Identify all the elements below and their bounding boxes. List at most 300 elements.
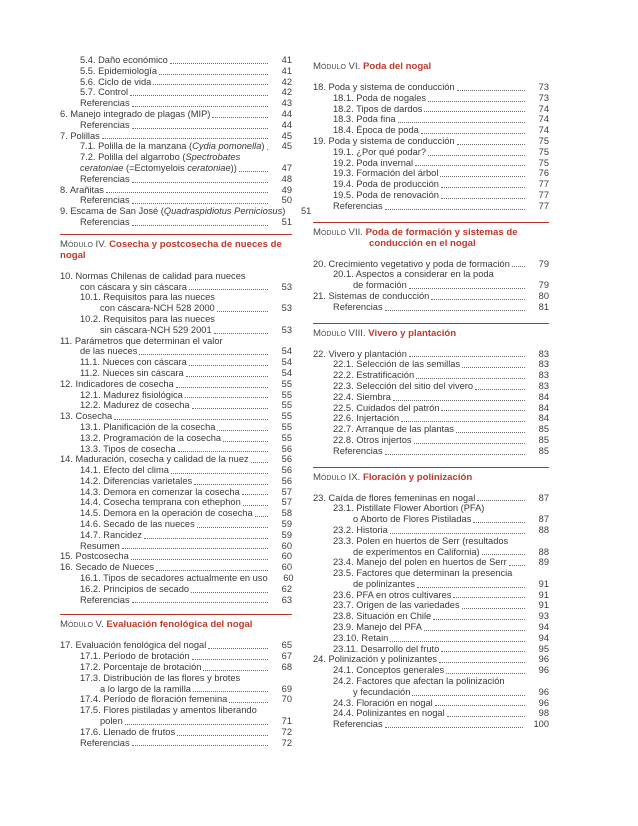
toc-entry-title: Referencias xyxy=(333,301,383,312)
leader-dots xyxy=(385,300,525,311)
module-number: Módulo VI. xyxy=(313,61,361,72)
toc-entry-page: 75 xyxy=(538,146,549,157)
toc-entry-title: 19.5. Poda de renovación xyxy=(333,189,439,200)
toc-entry-title: 10.2. Requisitos para las nueces xyxy=(80,313,215,324)
toc-entry-title: 23.7. Origen de las variedades xyxy=(333,600,460,611)
leader-dots xyxy=(156,560,268,571)
leader-dots xyxy=(433,609,525,620)
toc-entry xyxy=(60,738,292,749)
toc-section-group xyxy=(313,82,549,212)
toc-entry-page: 91 xyxy=(538,578,549,589)
toc-entry-page: 96 xyxy=(538,665,549,676)
toc-entry-title: 10.1. Requisitos para las nueces xyxy=(80,292,215,303)
toc-entry-title: 23.9. Manejo del PFA xyxy=(333,622,422,633)
toc-entry-title: 23.6. PFA en otros cultivares xyxy=(333,589,452,600)
module-heading xyxy=(313,59,549,72)
toc-entry-page: 91 xyxy=(538,589,549,600)
leader-dots xyxy=(255,506,268,517)
leader-dots xyxy=(212,107,268,118)
leader-dots xyxy=(267,139,268,150)
toc-entry-page: 58 xyxy=(281,508,292,519)
toc-entry-title: 24.4. Polinizantes en nogal xyxy=(333,708,445,719)
toc-entry-title: 24.3. Floración en nogal xyxy=(333,697,433,708)
leader-dots xyxy=(486,502,525,512)
leader-dots xyxy=(414,433,525,444)
toc-entry-page: 96 xyxy=(538,697,549,708)
leader-dots xyxy=(132,735,268,746)
leader-dots xyxy=(441,400,525,411)
toc-entry-page: 47 xyxy=(281,162,292,173)
toc-entry-title: 12.1. Madurez fisiológica xyxy=(80,389,183,400)
toc-entry-page: 41 xyxy=(281,55,292,65)
leader-dots xyxy=(456,422,525,433)
toc-entry-page: 55 xyxy=(281,411,292,422)
toc-entry-page: 98 xyxy=(538,708,549,719)
leader-dots xyxy=(431,289,525,300)
leader-dots xyxy=(192,649,268,660)
toc-entry-page: 69 xyxy=(281,683,292,694)
toc-entry-title: Referencias xyxy=(80,195,130,206)
toc-entry-page: 67 xyxy=(281,651,292,662)
toc-entry-title: a lo largo de la ramilla xyxy=(100,683,191,694)
toc-entry-page: 75 xyxy=(538,157,549,168)
toc-entry-title: 22.5. Cuidados del patrón xyxy=(333,402,440,413)
toc-entry-title: 19.2. Poda invernal xyxy=(333,157,414,168)
toc-entry-title: 23.11. Desarrollo del fruto xyxy=(333,643,440,654)
toc-entry-title: 7. Polillas xyxy=(60,130,100,141)
leader-dots xyxy=(139,344,268,355)
toc-left-column xyxy=(60,55,312,748)
module-heading xyxy=(60,234,292,261)
toc-entry-title: de las nueces xyxy=(80,346,138,357)
module-heading xyxy=(313,323,549,339)
toc-entry-page: 93 xyxy=(538,611,549,622)
toc-entry-page: 45 xyxy=(281,141,292,152)
module-title-continued: conducción en el nogal xyxy=(369,237,476,249)
toc-entry-title: 22.7. Arranque de las plantas xyxy=(333,424,454,435)
toc-entry-title: de formación xyxy=(353,280,407,291)
leader-dots xyxy=(122,538,268,549)
toc-entry-page: 51 xyxy=(300,206,312,217)
toc-entry-page: 72 xyxy=(281,726,292,737)
toc-entry xyxy=(313,201,549,212)
toc-entry-page: 51 xyxy=(281,216,292,227)
toc-section-group xyxy=(313,493,549,731)
leader-dots xyxy=(102,128,268,139)
toc-entry-page: 42 xyxy=(281,87,292,98)
toc-entry-title: 16.2. Principios de secado xyxy=(80,583,190,594)
toc-entry-page: 50 xyxy=(281,195,292,206)
toc-entry-title: 22.2. Estratificación xyxy=(333,370,415,381)
leader-dots xyxy=(170,53,268,64)
toc-entry-page: 53 xyxy=(281,303,292,314)
toc-entry-title: 11. Parámetros que determinan el valor xyxy=(60,335,223,346)
module-title: Cosecha y postcosecha de nueces de nogal xyxy=(60,238,282,261)
toc-entry-page: 55 xyxy=(281,378,292,389)
toc-section-group xyxy=(313,259,549,313)
toc-entry-title: 22.3. Selección del sitio del vivero xyxy=(333,380,474,391)
toc-entry-title: 16.1. Tipos de secadores actualmente en uso xyxy=(80,573,268,584)
toc-entry-title: 23.3. Polen en huertos de Serr (resultados xyxy=(333,535,509,546)
leader-dots xyxy=(440,166,525,177)
toc-entry-title: 7.1. Polilla de la manzana (Cydia pomonella) xyxy=(80,141,265,152)
toc-entry-page: 53 xyxy=(281,324,292,335)
leader-dots xyxy=(229,692,268,703)
leader-dots xyxy=(409,346,525,357)
toc-entry-page: 87 xyxy=(538,492,549,503)
leader-dots xyxy=(217,420,268,431)
toc-entry-page: 88 xyxy=(538,546,549,557)
toc-entry-page: 56 xyxy=(281,454,292,465)
toc-entry-page: 60 xyxy=(283,573,294,584)
toc-entry-title: 17.3. Distribución de las flores y brotes xyxy=(80,672,241,683)
leader-dots xyxy=(177,725,268,736)
toc-section-group xyxy=(60,55,312,228)
toc-entry-page: 55 xyxy=(281,400,292,411)
toc-entry-page: 41 xyxy=(281,65,292,76)
toc-entry-title: 14.3. Demora en comenzar la cosecha xyxy=(80,486,240,497)
leader-dots xyxy=(178,441,268,452)
leader-dots xyxy=(462,357,525,368)
leader-dots xyxy=(446,663,525,674)
module-number: Módulo V. xyxy=(60,619,104,631)
toc-entry-title: 14.5. Demora en la operación de cosecha xyxy=(80,508,253,519)
toc-entry-page: 94 xyxy=(538,632,549,643)
toc-entry-page: 77 xyxy=(538,179,549,190)
toc-entry-title: 14.4. Cosecha temprana con ethephon xyxy=(80,497,241,508)
leader-dots xyxy=(421,123,525,134)
leader-dots xyxy=(125,714,268,725)
toc-entry-title: 13. Cosecha xyxy=(60,411,113,422)
module-title: Poda de formación y sistemas de xyxy=(365,226,518,238)
toc-entry-title: Referencias xyxy=(333,200,383,211)
toc-entry-title: 22.8. Otros injertos xyxy=(333,434,412,445)
toc-entry-page: 44 xyxy=(281,108,292,119)
leader-dots xyxy=(192,398,268,409)
toc-entry xyxy=(60,195,292,206)
toc-section-group xyxy=(313,349,549,457)
toc-entry-title: 24.2. Factores que afectan la polinización xyxy=(333,676,505,687)
toc-entry-page: 84 xyxy=(538,413,549,424)
toc-section-group xyxy=(60,640,292,748)
toc-entry-page: 62 xyxy=(281,583,292,594)
toc-entry-page: 85 xyxy=(538,424,549,435)
toc-entry-title: 23. Caída de flores femeninas en nogal xyxy=(313,492,476,503)
leader-dots xyxy=(223,431,268,442)
toc-entry-title: 19. Poda y sistema de conducción xyxy=(313,135,455,146)
leader-dots xyxy=(186,366,268,377)
toc-entry xyxy=(60,217,292,228)
leader-dots xyxy=(393,390,525,401)
module-title: Evaluación fenológica del nogal xyxy=(106,619,253,631)
leader-dots xyxy=(132,193,268,204)
toc-entry-page: 42 xyxy=(281,76,292,87)
toc-entry-title: 23.10. Retain xyxy=(333,632,389,643)
leader-dots xyxy=(225,334,268,344)
leader-dots xyxy=(159,64,268,75)
leader-dots xyxy=(510,535,525,545)
leader-dots xyxy=(385,444,525,455)
toc-entry-title: Referencias xyxy=(333,719,383,730)
leader-dots xyxy=(447,706,525,717)
toc-entry-page: 88 xyxy=(538,524,549,535)
leader-dots xyxy=(214,323,268,334)
toc-entry-page: 81 xyxy=(538,301,549,312)
module-title: Vivero y plantación xyxy=(368,327,457,339)
toc-entry-title: 13.3. Tipos de cosecha xyxy=(80,443,176,454)
toc-entry-page: 57 xyxy=(281,497,292,508)
toc-entry-page: 74 xyxy=(538,114,549,125)
leader-dots xyxy=(242,151,268,161)
toc-entry-title: de experimentos en California) xyxy=(353,546,480,557)
toc-entry-title: Referencias xyxy=(80,594,130,605)
toc-entry xyxy=(313,302,549,313)
leader-dots xyxy=(189,355,268,366)
toc-entry-page: 75 xyxy=(538,135,549,146)
toc-entry-title: 19.3. Formación del árbol xyxy=(333,168,439,179)
toc-entry-title: 15. Postcosecha xyxy=(60,551,129,562)
toc-entry-page: 100 xyxy=(533,719,549,730)
toc-entry-title: 17.5. Flores pistiladas y amentos liberando xyxy=(80,705,257,716)
toc-entry-title: Referencias xyxy=(80,119,130,130)
leader-dots xyxy=(439,652,525,663)
leader-dots xyxy=(217,313,268,323)
toc-entry-page: 55 xyxy=(281,421,292,432)
toc-entry-title: o Aborto de Flores Pistiladas xyxy=(353,514,472,525)
leader-dots xyxy=(189,279,268,290)
toc-entry-page: 77 xyxy=(538,200,549,211)
leader-dots xyxy=(401,411,525,422)
toc-entry-title: 17.4. Período de floración femenina xyxy=(80,694,228,705)
toc-entry-title: ceratoniae (=Ectomyelois ceratoniae)) xyxy=(80,162,237,173)
toc-entry-page: 85 xyxy=(538,445,549,456)
toc-entry-page: 57 xyxy=(281,486,292,497)
leader-dots xyxy=(171,463,268,474)
toc-entry-title: 18. Poda y sistema de conducción xyxy=(313,82,455,92)
toc-entry-page: 54 xyxy=(281,367,292,378)
toc-entry-page: 85 xyxy=(538,434,549,445)
leader-dots xyxy=(243,495,268,506)
leader-dots xyxy=(482,544,525,555)
toc-entry-title: 14.7. Rancidez xyxy=(80,529,143,540)
toc-entry-title: 19.1. ¿Por qué podar? xyxy=(333,146,427,157)
toc-entry-page: 56 xyxy=(281,443,292,454)
leader-dots xyxy=(477,490,525,501)
toc-entry-title: 23.5. Factores que determinan la presencia xyxy=(333,568,513,579)
toc-entry-page: 44 xyxy=(281,119,292,130)
leader-dots xyxy=(176,377,268,388)
toc-right-column xyxy=(313,55,549,730)
leader-dots xyxy=(144,528,268,539)
toc-entry-page: 55 xyxy=(281,432,292,443)
leader-dots xyxy=(428,145,525,156)
module-number: Módulo IV. xyxy=(60,238,107,250)
toc-entry-title: 13.2. Programación de la cosecha xyxy=(80,432,222,443)
toc-entry-title: 18.1. Poda de nogales xyxy=(333,92,427,103)
leader-dots xyxy=(424,101,525,112)
toc-entry-title: 7.2. Polilla del algarrobo (Spectrobates xyxy=(80,152,241,163)
leader-dots xyxy=(398,112,525,123)
leader-dots xyxy=(441,188,525,199)
toc-entry-page: 48 xyxy=(281,173,292,184)
toc-entry-title: 23.8. Situación en Chile xyxy=(333,611,432,622)
toc-entry-page: 91 xyxy=(538,600,549,611)
toc-entry-title: 5.4. Daño económico xyxy=(80,55,168,65)
toc-entry xyxy=(60,694,292,705)
toc-entry-page: 49 xyxy=(281,184,292,195)
toc-entry-title: 9. Escama de San José (Quadraspidiotus Perniciosus) xyxy=(60,206,286,217)
toc-entry-page: 56 xyxy=(281,475,292,486)
toc-entry-title: Resumen xyxy=(80,540,120,551)
leader-dots xyxy=(390,523,525,534)
leader-dots xyxy=(106,182,268,193)
toc-entry-page: 59 xyxy=(281,529,292,540)
toc-entry-title: 22.1. Selección de las semillas xyxy=(333,359,461,370)
toc-entry-title: 19.4. Poda de producción xyxy=(333,179,439,190)
leader-dots xyxy=(132,592,268,603)
toc-entry-page: 60 xyxy=(281,562,292,573)
toc-entry-page: 74 xyxy=(538,125,549,136)
toc-entry-title: 18.3. Poda fina xyxy=(333,114,396,125)
module-number: Módulo IX. xyxy=(313,471,361,483)
toc-entry-title: 5.6. Ciclo de vida xyxy=(80,76,152,87)
toc-entry-page: 79 xyxy=(538,280,549,291)
toc-entry-page: 96 xyxy=(538,654,549,665)
leader-dots xyxy=(453,587,525,598)
toc-entry-title: 17.1. Período de brotación xyxy=(80,651,190,662)
leader-dots xyxy=(114,409,268,420)
leader-dots xyxy=(132,96,268,107)
leader-dots xyxy=(475,379,525,390)
leader-dots xyxy=(424,620,525,631)
toc-entry-title: 12.2. Madurez de cosecha xyxy=(80,400,190,411)
toc-entry-title: 20. Crecimiento vegetativo y poda de formación xyxy=(313,258,510,269)
toc-entry-page: 95 xyxy=(538,643,549,654)
toc-entry-title: polen xyxy=(100,716,123,727)
toc-entry-page: 89 xyxy=(538,557,549,568)
leader-dots xyxy=(435,695,525,706)
toc-entry-page: 76 xyxy=(538,168,549,179)
leader-dots xyxy=(390,631,525,642)
leader-dots xyxy=(131,549,268,560)
toc-entry-title: 10. Normas Chilenas de calidad para nueces xyxy=(60,270,246,281)
toc-section-group xyxy=(60,271,292,606)
toc-entry-title: Referencias xyxy=(80,737,130,748)
leader-dots xyxy=(194,474,268,485)
leader-dots xyxy=(473,512,525,523)
leader-dots xyxy=(217,291,268,301)
toc-entry-title: 17.2. Porcentaje de brotación xyxy=(80,662,202,673)
toc-entry-page: 55 xyxy=(281,389,292,400)
toc-entry-page: 77 xyxy=(538,189,549,200)
toc-entry-title: 14. Maduración, cosecha y calidad de la nuez xyxy=(60,454,249,465)
leader-dots xyxy=(239,161,268,172)
toc-entry-title: 20.1. Aspectos a considerar en la poda xyxy=(333,269,494,280)
toc-entry-title: 23.2. Historia xyxy=(333,524,388,535)
leader-dots xyxy=(409,278,525,289)
toc-entry-page: 83 xyxy=(538,359,549,370)
leader-dots xyxy=(512,256,525,267)
toc-entry-title: Referencias xyxy=(80,98,130,109)
leader-dots xyxy=(197,517,268,528)
toc-entry-page: 43 xyxy=(281,98,292,109)
module-heading xyxy=(60,614,292,630)
leader-dots xyxy=(191,582,268,593)
toc-entry-page: 54 xyxy=(281,346,292,357)
toc-entry xyxy=(60,131,292,142)
leader-dots xyxy=(242,672,268,682)
toc-entry-title: 16. Secado de Nueces xyxy=(60,562,155,573)
module-title: Poda del nogal xyxy=(362,61,432,72)
toc-entry-title: 18.2. Tipos de dardos xyxy=(333,103,423,114)
toc-entry-page: 56 xyxy=(281,465,292,476)
toc-entry-page: 68 xyxy=(281,662,292,673)
toc-entry-title: 11.2. Nueces sin cáscara xyxy=(80,367,184,378)
toc-entry xyxy=(60,595,292,606)
toc-entry-title: 11.1. Nueces con cáscara xyxy=(80,357,187,368)
toc-entry-title: 17.6. Llenado de frutos xyxy=(80,726,176,737)
leader-dots xyxy=(441,177,525,188)
toc-entry xyxy=(313,719,549,730)
module-heading xyxy=(313,467,549,483)
leader-dots xyxy=(509,555,525,566)
toc-entry-title: 5.5. Epidemiología xyxy=(80,65,158,76)
toc-entry-page: 83 xyxy=(538,348,549,359)
toc-entry-page: 65 xyxy=(281,640,292,651)
leader-dots xyxy=(132,118,268,129)
leader-dots xyxy=(203,660,268,671)
toc-entry-page: 80 xyxy=(538,290,549,301)
leader-dots xyxy=(428,91,525,102)
toc-entry-page: 83 xyxy=(538,370,549,381)
leader-dots xyxy=(193,681,268,692)
toc-entry-title: 12. Indicadores de cosecha xyxy=(60,378,174,389)
toc-entry-title: y fecundación xyxy=(353,686,411,697)
leader-dots xyxy=(132,172,268,183)
toc-entry-title: 14.1. Efecto del clima xyxy=(80,465,169,476)
leader-dots xyxy=(153,74,268,85)
toc-entry-title: sin cáscara-NCH 529 2001 xyxy=(100,324,212,335)
toc-entry-page: 74 xyxy=(538,103,549,114)
toc-entry-title: 6. Manejo integrado de plagas (MIP) xyxy=(60,108,211,119)
toc-entry xyxy=(60,562,292,573)
leader-dots xyxy=(441,641,525,652)
toc-entry-title: Referencias xyxy=(80,173,130,184)
module-heading xyxy=(313,222,549,249)
toc-entry-title: 22. Vivero y plantación xyxy=(313,348,407,359)
leader-dots xyxy=(185,387,268,398)
leader-dots xyxy=(132,215,268,226)
leader-dots xyxy=(457,134,525,145)
leader-dots xyxy=(412,685,525,696)
toc-entry-title: 22.4. Siembra xyxy=(333,391,391,402)
leader-dots xyxy=(514,567,525,577)
leader-dots xyxy=(208,638,268,649)
toc-entry-title: 23.1. Pistillate Flower Abortion (PFA) xyxy=(333,503,485,514)
toc-entry-title: 14.2. Diferencias varietales xyxy=(80,475,193,486)
module-number: Módulo VIII. xyxy=(313,327,366,339)
leader-dots xyxy=(496,268,525,278)
toc-entry-page: 72 xyxy=(281,737,292,748)
toc-entry-title: 22.6. Injertación xyxy=(333,413,400,424)
toc-entry-page: 84 xyxy=(538,402,549,413)
toc-entry-title: 14.6. Secado de las nueces xyxy=(80,519,195,530)
leader-dots xyxy=(416,368,525,379)
toc-entry-page: 60 xyxy=(281,551,292,562)
toc-entry xyxy=(313,446,549,457)
toc-entry-title: 24. Polinización y polinizantes xyxy=(313,654,438,665)
toc-entry-page: 59 xyxy=(281,519,292,530)
